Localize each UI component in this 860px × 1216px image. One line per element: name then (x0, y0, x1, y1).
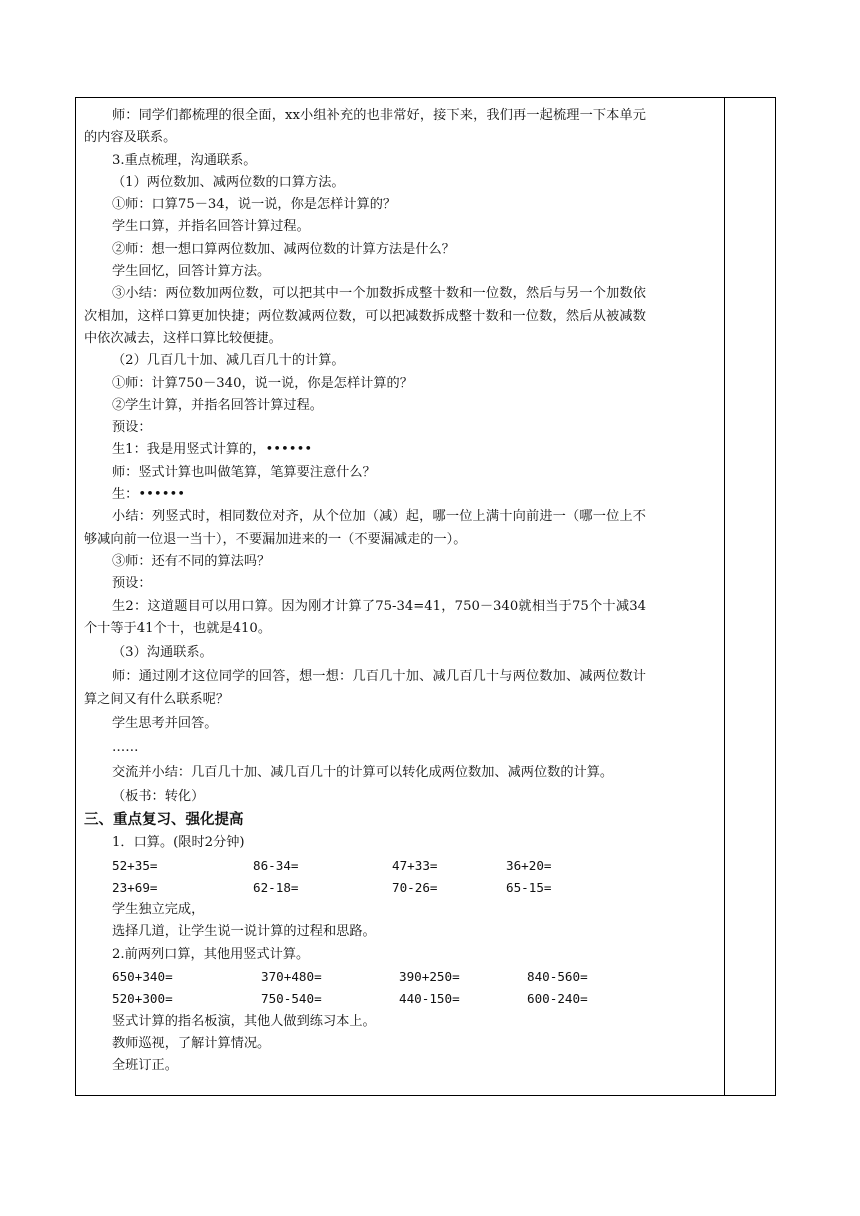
paragraph: 预设： (112, 576, 152, 592)
lesson-table (75, 97, 776, 1096)
paragraph: 师：同学们都梳理的很全面，xx小组补充的也非常好，接下来，我们再一起梳理一下本单元的内容及联系。 (84, 108, 646, 146)
paragraph: （2）几百几十加、减几百几十的计算。 (112, 353, 345, 369)
paragraph: （3）沟通联系。 (112, 645, 213, 661)
lesson-content (84, 105, 646, 1077)
paragraph: 生：•••••• (112, 487, 186, 503)
paragraph: 学生思考并回答。 (112, 716, 218, 732)
paragraph: 3.重点梳理，沟通联系。 (112, 152, 257, 168)
problem: 70-26= (392, 879, 438, 895)
paragraph: …… (112, 740, 139, 756)
problem: 750-540= (261, 991, 322, 1007)
paragraph: 师：竖式计算也叫做笔算，笔算要注意什么？ (112, 464, 376, 480)
problem: 650+340= (112, 968, 173, 984)
problem: 62-18= (253, 879, 299, 895)
paragraph: ②学生计算，并指名回答计算过程。 (112, 397, 323, 413)
problem: 600-240= (527, 991, 588, 1007)
paragraph: （1）两位数加、减两位数的口算方法。 (112, 174, 345, 190)
problem: 86-34= (253, 857, 299, 873)
paragraph: 选择几道，让学生说一说计算的过程和思路。 (112, 924, 376, 940)
exercise-1-row (84, 855, 646, 877)
problem: 390+250= (399, 968, 460, 984)
problem: 36+20= (506, 857, 552, 873)
problem: 23+69= (112, 879, 158, 895)
exercise-1-title: 1．口算。(限时2分钟) (112, 835, 245, 851)
paragraph: 竖式计算的指名板演，其他人做到练习本上。 (112, 1013, 376, 1029)
paragraph: ③师：还有不同的算法吗？ (112, 553, 271, 569)
problem: 47+33= (392, 857, 438, 873)
exercise-2-row (84, 966, 646, 988)
paragraph: ③小结：两位数加两位数，可以把其中一个加数拆成整十数和一位数，然后与另一个加数依次相加，这样口算更加快捷；两位数减两位数，可以把减数拆成整十数和一位数，然后从被减数中依次减去，这样口算比较便捷。 (84, 286, 646, 346)
problem: 440-150= (399, 991, 460, 1007)
column-divider (724, 98, 725, 1095)
paragraph: 生1：我是用竖式计算的，•••••• (112, 442, 313, 458)
paragraph: 小结：列竖式时，相同数位对齐，从个位加（减）起，哪一位上满十向前进一（哪一位上不够减向前一位退一当十），不要漏加进来的一（不要漏减走的一）。 (84, 509, 646, 547)
paragraph: （板书：转化） (112, 788, 205, 804)
paragraph: 师：通过刚才这位同学的回答，想一想：几百几十加、减几百几十与两位数加、减两位数计算之间又有什么联系呢？ (84, 669, 646, 707)
problem: 65-15= (506, 879, 552, 895)
problem: 370+480= (261, 968, 322, 984)
problem: 52+35= (112, 857, 158, 873)
paragraph: 学生口算，并指名回答计算过程。 (112, 219, 310, 235)
section-heading: 三、重点复习、强化提高 (84, 812, 244, 829)
paragraph: ②师：想一想口算两位数加、减两位数的计算方法是什么？ (112, 241, 455, 257)
paragraph: 生2：这道题目可以用口算。因为刚才计算了75-34=41，750－340就相当于75个十减34个十等于41个十，也就是410。 (84, 598, 646, 636)
paragraph: 教师巡视，了解计算情况。 (112, 1035, 271, 1051)
problem: 520+300= (112, 991, 173, 1007)
exercise-2-row (84, 988, 646, 1010)
paragraph: 学生回忆，回答计算方法。 (112, 264, 271, 280)
paragraph: ①师：口算75－34，说一说，你是怎样计算的？ (112, 197, 397, 213)
problem: 840-560= (527, 968, 588, 984)
paragraph: 交流并小结：几百几十加、减几百几十的计算可以转化成两位数加、减两位数的计算。 (112, 764, 614, 780)
paragraph: 学生独立完成， (112, 902, 205, 918)
paragraph: 全班订正。 (112, 1058, 178, 1074)
paragraph: 预设： (112, 420, 152, 436)
notes-column (726, 98, 776, 1095)
exercise-1-row (84, 877, 646, 899)
paragraph: ①师：计算750－340，说一说，你是怎样计算的？ (112, 375, 413, 391)
exercise-2-title: 2.前两列口算，其他用竖式计算。 (112, 946, 310, 962)
